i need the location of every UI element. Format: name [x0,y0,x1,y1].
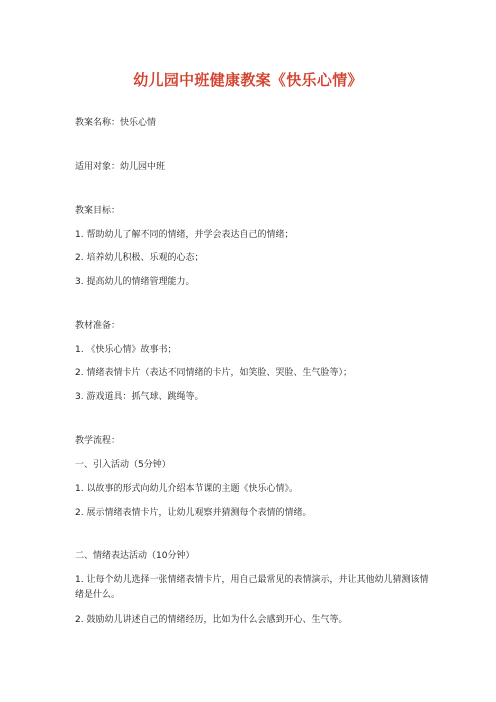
lesson-name: 教案名称：快乐心情 [75,118,157,128]
goal-item: 2. 培养幼儿积极、乐观的心态； [75,253,204,263]
goal-item: 1. 帮助幼儿了解不同的情绪，并学会表达自己的情绪； [75,230,294,240]
document-title: 幼儿园中班健康教案《快乐心情》 [133,71,363,89]
process-item: 1. 让每个幼儿选择一张情绪表情卡片，用自己最常见的表情演示，并让其他幼儿猜测该情绪是什么。 [75,575,429,600]
process-item: 1. 以故事的形式向幼儿介绍本节课的主题《快乐心情》。 [75,484,298,494]
goal-item: 3. 提高幼儿的情绪管理能力。 [75,277,195,287]
section-heading: 二、情绪表达活动（10分钟） [75,551,195,561]
section-heading: 一、引入活动（5分钟） [75,460,171,470]
materials-heading: 教材准备： [75,321,121,331]
process-item: 2. 鼓励幼儿讲述自己的情绪经历，比如为什么会感到开心、生气等。 [75,615,348,625]
goals-heading: 教案目标： [75,206,121,216]
process-heading: 教学流程： [75,436,121,446]
material-item: 3. 游戏道具：抓气球、跳绳等。 [75,392,204,402]
target-audience: 适用对象：幼儿园中班 [75,162,166,172]
material-item: 1. 《快乐心情》故事书； [75,345,177,355]
material-item: 2. 情绪表情卡片（表达不同情绪的卡片，如笑脸、哭脸、生气脸等）； [75,368,352,378]
process-item: 2. 展示情绪表情卡片，让幼儿观察并猜测每个表情的情绪。 [75,508,312,518]
